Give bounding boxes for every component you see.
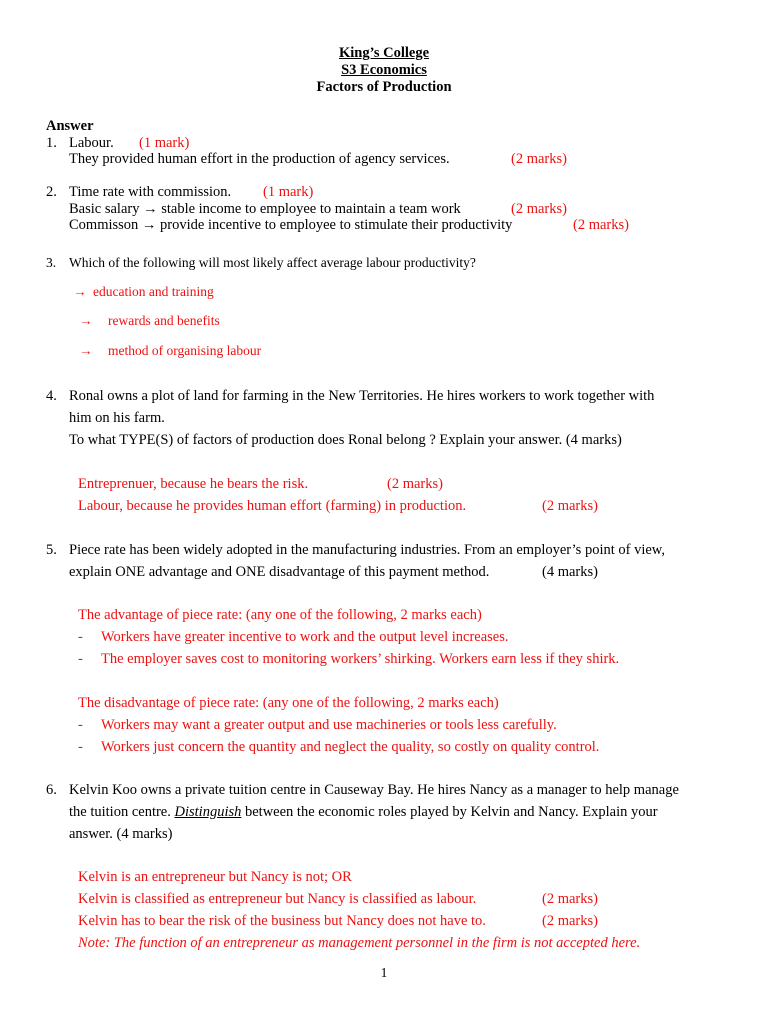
- q6-line3: answer. (4 marks): [69, 826, 173, 842]
- q1-explanation: They provided human effort in the production of agency services.: [69, 151, 450, 167]
- q6-line2-post: between the economic roles played by Kelvin and Nancy. Explain your: [241, 804, 658, 820]
- q5-line1: Piece rate has been widely adopted in the manufacturing industries. From an employer’s point of view,: [69, 542, 665, 558]
- q4-answer-2: Labour, because he provides human effort (farming) in production.: [78, 498, 467, 514]
- answer-heading: Answer: [46, 118, 94, 134]
- q5-line2: explain ONE advantage and ONE disadvantage of this payment method.: [69, 564, 490, 580]
- q5-advantage-heading: The advantage of piece rate: (any one of the following, 2 marks each): [78, 607, 482, 623]
- q2-line1-mark: (2 marks): [511, 201, 567, 217]
- bullet-dash: -: [78, 651, 83, 667]
- bullet-dash: -: [78, 629, 83, 645]
- q3-item-2: rewards and benefits: [108, 313, 220, 328]
- bullet-dash: -: [78, 739, 83, 755]
- q4-number: 4.: [46, 388, 57, 404]
- q6-answer-3-mark: (2 marks): [542, 913, 598, 929]
- q4-answer-2-mark: (2 marks): [542, 498, 598, 514]
- q1-answer: Labour.: [69, 135, 114, 151]
- q5-advantage-item-1: Workers have greater incentive to work and the output level increases.: [101, 629, 509, 645]
- q3-item-1: education and training: [93, 284, 214, 299]
- school-title: King’s College: [338, 45, 430, 61]
- q6-note: Note: The function of an entrepreneur as management personnel in the firm is not accepted here.: [78, 935, 641, 951]
- q6-answer-2-mark: (2 marks): [542, 891, 598, 907]
- q4-line2: him on his farm.: [69, 410, 165, 426]
- q3-arrow-icon: →: [79, 343, 93, 358]
- q3-question: Which of the following will most likely affect average labour productivity?: [69, 255, 476, 270]
- q4-line3: To what TYPE(S) of factors of production does Ronal belong ? Explain your answer. (4 marks): [69, 432, 622, 448]
- q3-item-3: method of organising labour: [108, 343, 262, 358]
- q1-mark: (1 mark): [139, 135, 190, 151]
- q1-number: 1.: [46, 135, 57, 151]
- q3-arrow-icon: →: [79, 313, 93, 328]
- q3-number: 3.: [46, 255, 57, 270]
- subject-title: S3 Economics: [341, 62, 427, 78]
- bullet-dash: -: [78, 717, 83, 733]
- q6-line2: [69, 804, 658, 821]
- q5-line2-mark: (4 marks): [542, 564, 598, 580]
- q2-number: 2.: [46, 184, 57, 200]
- page-number: 1: [380, 965, 388, 980]
- topic-title: Factors of Production: [316, 79, 452, 95]
- q5-disadvantage-heading: The disadvantage of piece rate: (any one of the following, 2 marks each): [78, 695, 499, 711]
- q6-line1: Kelvin Koo owns a private tuition centre in Causeway Bay. He hires Nancy as a manager to help manage: [69, 782, 679, 798]
- q4-answer-1: Entreprenuer, because he bears the risk.: [78, 476, 309, 492]
- q2-line2-mark: (2 marks): [573, 217, 629, 233]
- q6-answer-1: Kelvin is an entrepreneur but Nancy is not; OR: [78, 869, 352, 885]
- q5-disadvantage-item-2: Workers just concern the quantity and neglect the quality, so costly on quality control.: [101, 739, 600, 755]
- q2-line2: Commisson → provide incentive to employee to stimulate their productivity: [69, 217, 513, 233]
- q5-number: 5.: [46, 542, 57, 558]
- q6-number: 6.: [46, 782, 57, 798]
- q3-arrow-icon: →: [73, 284, 87, 299]
- q5-disadvantage-item-1: Workers may want a greater output and use machineries or tools less carefully.: [101, 717, 557, 733]
- q4-line1: Ronal owns a plot of land for farming in the New Territories. He hires workers to work together with: [69, 388, 655, 404]
- q2-answer: Time rate with commission.: [69, 184, 232, 200]
- q4-answer-1-mark: (2 marks): [387, 476, 443, 492]
- q6-emphasis: Distinguish: [174, 804, 242, 820]
- q6-line2-pre: the tuition centre.: [69, 804, 175, 820]
- q2-line1: Basic salary → stable income to employee to maintain a team work: [69, 201, 461, 217]
- q1-explanation-mark: (2 marks): [511, 151, 567, 167]
- q2-mark: (1 mark): [263, 184, 314, 200]
- q6-answer-2: Kelvin is classified as entrepreneur but Nancy is classified as labour.: [78, 891, 477, 907]
- q5-advantage-item-2: The employer saves cost to monitoring workers’ shirking. Workers earn less if they shirk.: [101, 651, 620, 667]
- q6-answer-3: Kelvin has to bear the risk of the business but Nancy does not have to.: [78, 913, 486, 929]
